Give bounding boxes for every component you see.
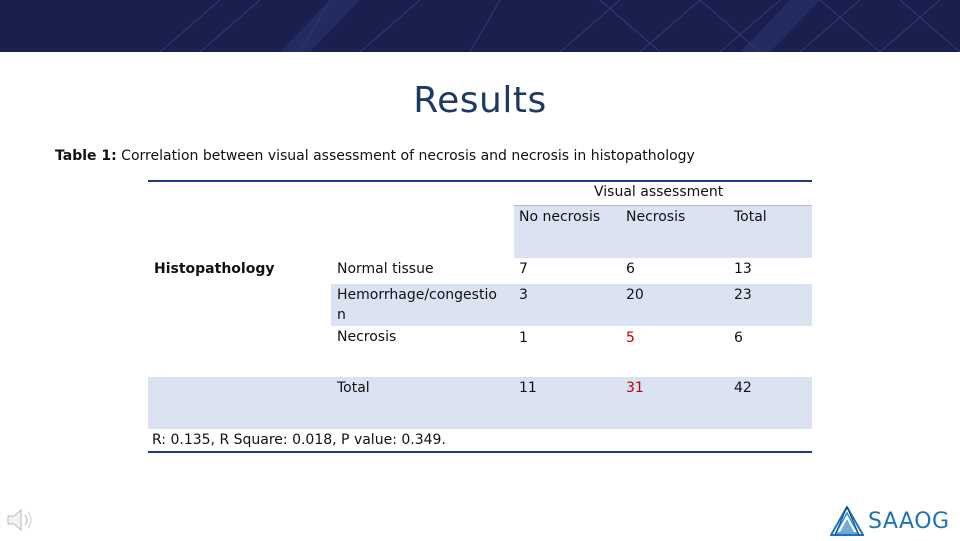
- caption-text: Correlation between visual assessment of necrosis and necrosis in histopathology: [116, 148, 695, 164]
- cell-normal-total: 13: [734, 261, 752, 277]
- table-caption: [55, 148, 695, 164]
- row-group-label: Histopathology: [154, 261, 275, 277]
- row-label-hemorrhage-line1: Hemorrhage/congestio: [337, 287, 497, 303]
- row-label-necrosis: Necrosis: [337, 329, 397, 345]
- cell-hemorrhage-no-necrosis: 3: [519, 287, 528, 303]
- group-header: Visual assessment: [594, 184, 724, 200]
- statistics-footnote: R: 0.135, R Square: 0.018, P value: 0.349.: [152, 432, 446, 448]
- saaog-logo: [830, 506, 950, 536]
- row-label-normal-tissue: Normal tissue: [337, 261, 434, 277]
- slide-title: Results: [413, 80, 547, 121]
- column-header-no-necrosis: No necrosis: [519, 209, 601, 225]
- column-header-total: Total: [734, 209, 767, 225]
- caption-label: Table 1:: [55, 148, 117, 164]
- contingency-table: [148, 180, 812, 453]
- column-header-necrosis: Necrosis: [626, 209, 686, 225]
- cell-total-necrosis: 31: [626, 380, 644, 396]
- cell-total-total: 42: [734, 380, 752, 396]
- cell-necrosis-necrosis: 5: [626, 330, 635, 346]
- row-label-hemorrhage-line2: n: [337, 307, 346, 323]
- cell-normal-necrosis: 6: [626, 261, 635, 277]
- cell-hemorrhage-necrosis: 20: [626, 287, 644, 303]
- row-label-total: Total: [337, 380, 370, 396]
- cell-normal-no-necrosis: 7: [519, 261, 528, 277]
- speaker-icon[interactable]: [4, 503, 40, 541]
- cell-necrosis-no-necrosis: 1: [519, 330, 528, 346]
- cell-hemorrhage-total: 23: [734, 287, 752, 303]
- cell-total-no-necrosis: 11: [519, 380, 537, 396]
- table-top-rule: [148, 180, 812, 182]
- logo-text: SAAOG: [868, 508, 950, 534]
- cell-necrosis-total: 6: [734, 330, 743, 346]
- top-banner: [0, 0, 960, 52]
- triangle-logo-icon: [830, 506, 864, 536]
- total-row-band: [148, 377, 812, 429]
- table-bottom-rule: [148, 451, 812, 453]
- banner-pattern: [0, 0, 960, 52]
